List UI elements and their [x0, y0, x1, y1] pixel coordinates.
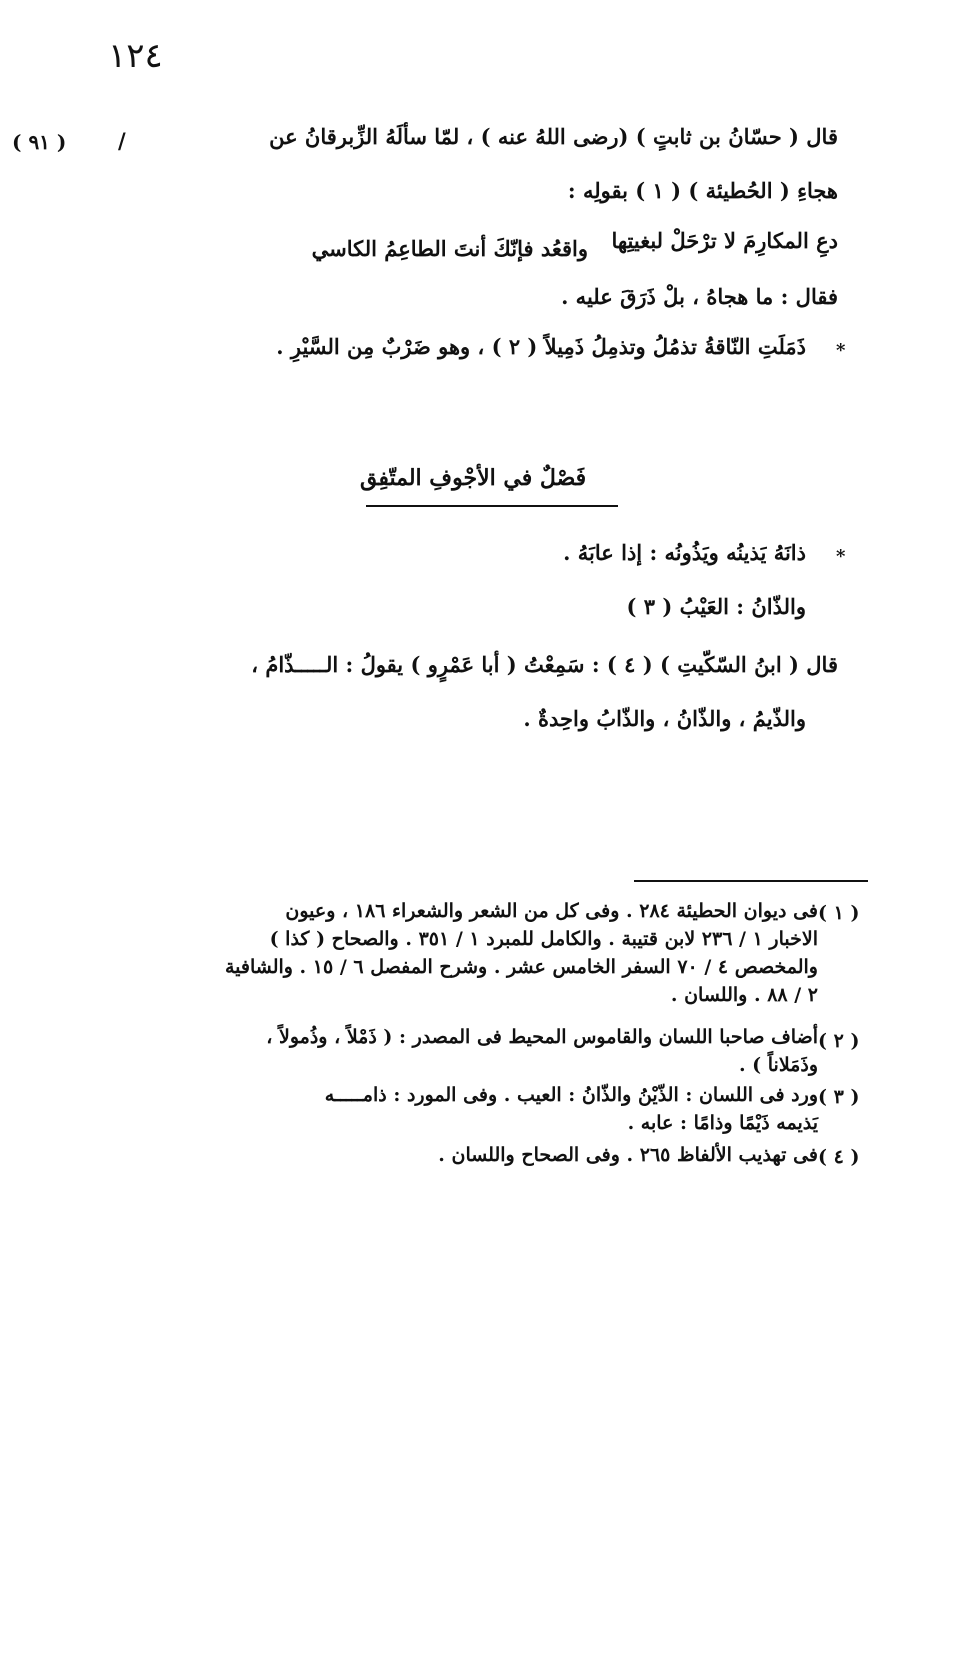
entry-2-line-4: والذّيمُ ، والذّانُ ، والذّابُ واحِدةٌ .: [523, 706, 806, 731]
footnote-1-line-1: فى ديوان الحطيئة ٢٨٤ . وفى كل من الشعر والشعراء ١٨٦ ، وعيون: [285, 900, 818, 922]
verse-hemistich-1: دعِ المكارِمَ لا ترْحَلْ لبغيتِها: [611, 228, 838, 253]
section-heading: فَصْلٌ في الأجْوفِ المتّفِق: [360, 465, 587, 491]
verse-hemistich-2: واقعُد فإنّكَ أنتَ الطاعِمُ الكاسي: [311, 236, 588, 261]
entry-2-line-3: قال ( ابنُ السّكّيتِ ) ( ٤ ) : سَمِعْتُ ( أبا عَمْرٍو ) يقولُ : الـــــذّامُ ،: [251, 652, 838, 677]
margin-reference: ( ٩١ ): [12, 130, 67, 154]
footnote-number: ( ٣ ): [818, 1086, 860, 1108]
footnote-3-line-2: يَذيمه ذَيْمًا وذامًا : عابه .: [627, 1112, 818, 1134]
footnote-3-line-1: ورد فى اللسان : الذّيْنُ والذّانُ : العيب . وفى المورد : ذامـــــه: [324, 1084, 818, 1106]
margin-slash: /: [118, 128, 126, 153]
page-number: ١٢٤: [108, 36, 163, 76]
entry-2-line-1: ذانَهُ يَذينُه ويَذُونُه : إذا عابَهُ .: [563, 540, 806, 565]
footnote-separator: [634, 880, 868, 882]
footnote-number: ( ٤ ): [818, 1146, 860, 1168]
footnote-2-line-1: أضاف صاحبا اللسان والقاموس المحيط فى المصدر : ( ذَمْلاً ، وذُمولاً ،: [266, 1026, 818, 1048]
section-heading-underline: [366, 505, 618, 507]
footnote-1-line-2: الاخبار ١ / ٢٣٦ لابن قتيبة . والكامل للمبرد ١ / ٣٥١ . والصحاح ( كذا ): [269, 928, 818, 950]
entry-marker: *: [836, 340, 846, 361]
entry-marker: *: [836, 546, 846, 567]
reply-line: فقال : ما هجاهُ ، بلْ ذَرَقَ عليه .: [561, 284, 838, 309]
footnote-2-line-2: وذَمَلاناً ) .: [738, 1054, 818, 1076]
entry-2-line-2: والذّانُ : العَيْبُ ( ٣ ): [626, 594, 806, 619]
intro-line-1: قال ( حسّانُ بن ثابتٍ ) (رضى اللهُ عنه ) ، لمّا سألَهُ الزِّبرقانُ عن: [269, 124, 838, 149]
footnote-1-line-3: والمخصص ٤ / ٧٠ السفر الخامس عشر . وشرح المفصل ٦ / ١٥ . والشافية: [224, 956, 818, 978]
footnote-4-line-1: فى تهذيب الألفاظ ٢٦٥ . وفى الصحاح واللسان .: [438, 1144, 818, 1166]
footnote-number: ( ٢ ): [818, 1030, 860, 1052]
footnote-number: ( ١ ): [818, 902, 860, 924]
footnote-1-line-4: ٢ / ٨٨ . واللسان .: [670, 984, 818, 1006]
entry-1-text: ذَمَلَتِ النّاقةُ تذمُلُ وتذمِلُ ذَمِيلاً ( ٢ ) ، وهو ضَرْبٌ مِن السَّيْرِ .: [276, 334, 806, 359]
intro-line-2: هجاءِ ( الحُطيئة ) ( ١ ) بقولِه :: [567, 178, 838, 203]
